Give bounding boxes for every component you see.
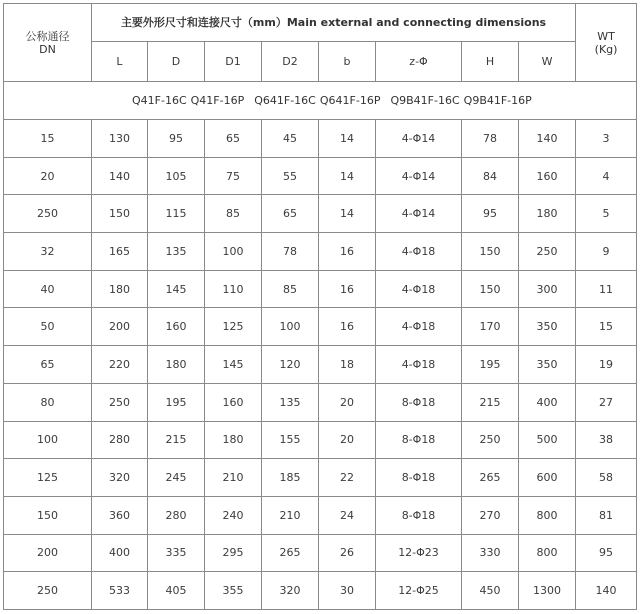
cell-z-phi: 4-Φ18: [376, 308, 462, 346]
cell-h: 270: [462, 496, 519, 534]
cell-d1: 125: [205, 308, 262, 346]
cell-l: 220: [92, 346, 148, 384]
cell-z-phi: 4-Φ14: [376, 157, 462, 195]
cell-dn: 100: [4, 421, 92, 459]
cell-d: 215: [148, 421, 205, 459]
cell-dn: 15: [4, 120, 92, 158]
header-row-columns: [4, 42, 637, 82]
column-header-d: D: [148, 42, 205, 82]
table-row: [4, 421, 637, 459]
dn-header-en: DN: [39, 42, 56, 56]
cell-l: 140: [92, 157, 148, 195]
cell-d2: 210: [262, 496, 319, 534]
cell-d2: 100: [262, 308, 319, 346]
cell-l: 400: [92, 534, 148, 572]
cell-d1: 65: [205, 120, 262, 158]
dn-header: [4, 4, 92, 82]
cell-wt: 19: [576, 346, 637, 384]
table-row: [4, 383, 637, 421]
cell-z-phi: 8-Φ18: [376, 383, 462, 421]
cell-dn: 200: [4, 534, 92, 572]
cell-d1: 355: [205, 572, 262, 610]
cell-d: 160: [148, 308, 205, 346]
cell-d2: 185: [262, 459, 319, 497]
cell-d: 405: [148, 572, 205, 610]
cell-b: 16: [319, 233, 376, 271]
cell-d: 280: [148, 496, 205, 534]
cell-b: 14: [319, 120, 376, 158]
cell-h: 95: [462, 195, 519, 233]
cell-l: 200: [92, 308, 148, 346]
wt-header-label: WT: [597, 29, 615, 43]
cell-b: 20: [319, 383, 376, 421]
table-row: [4, 346, 637, 384]
cell-z-phi: 4-Φ18: [376, 346, 462, 384]
cell-h: 450: [462, 572, 519, 610]
cell-dn: 40: [4, 270, 92, 308]
cell-d: 145: [148, 270, 205, 308]
cell-h: 170: [462, 308, 519, 346]
cell-h: 150: [462, 233, 519, 271]
cell-w: 140: [519, 120, 576, 158]
cell-dn: 250: [4, 572, 92, 610]
table-row: [4, 233, 637, 271]
cell-b: 14: [319, 195, 376, 233]
dimension-table: [3, 3, 637, 610]
model-label: Q41F-16C: [132, 94, 187, 107]
cell-d1: 145: [205, 346, 262, 384]
cell-b: 14: [319, 157, 376, 195]
table-row: [4, 120, 637, 158]
cell-wt: 95: [576, 534, 637, 572]
model-label: Q641F-16C: [254, 94, 316, 107]
column-header-d2: D2: [262, 42, 319, 82]
cell-l: 150: [92, 195, 148, 233]
cell-b: 24: [319, 496, 376, 534]
cell-d2: 85: [262, 270, 319, 308]
table-row: [4, 195, 637, 233]
cell-dn: 80: [4, 383, 92, 421]
cell-b: 16: [319, 308, 376, 346]
cell-d: 135: [148, 233, 205, 271]
cell-d1: 160: [205, 383, 262, 421]
cell-d2: 265: [262, 534, 319, 572]
cell-d2: 55: [262, 157, 319, 195]
cell-wt: 58: [576, 459, 637, 497]
cell-dn: 250: [4, 195, 92, 233]
column-header-w: W: [519, 42, 576, 82]
cell-l: 320: [92, 459, 148, 497]
cell-b: 16: [319, 270, 376, 308]
cell-d1: 210: [205, 459, 262, 497]
cell-h: 150: [462, 270, 519, 308]
wt-header-unit: (Kg): [594, 42, 618, 56]
column-header-l: L: [92, 42, 148, 82]
column-header-h: H: [462, 42, 519, 82]
cell-h: 215: [462, 383, 519, 421]
cell-b: 30: [319, 572, 376, 610]
cell-d1: 110: [205, 270, 262, 308]
cell-d1: 100: [205, 233, 262, 271]
table-row: [4, 572, 637, 610]
model-label: Q9B41F-16P: [463, 94, 532, 107]
cell-z-phi: 12-Φ23: [376, 534, 462, 572]
table-row: [4, 496, 637, 534]
cell-z-phi: 8-Φ18: [376, 421, 462, 459]
cell-d: 180: [148, 346, 205, 384]
cell-w: 600: [519, 459, 576, 497]
cell-h: 84: [462, 157, 519, 195]
cell-w: 1300: [519, 572, 576, 610]
table-body: [4, 120, 637, 610]
dimensions-group-header: 主要外形尺寸和连接尺寸（mm）Main external and connecting dimensions: [92, 4, 576, 42]
cell-wt: 11: [576, 270, 637, 308]
cell-d1: 75: [205, 157, 262, 195]
cell-b: 20: [319, 421, 376, 459]
cell-d: 95: [148, 120, 205, 158]
models-row: [4, 82, 637, 120]
cell-h: 195: [462, 346, 519, 384]
cell-l: 180: [92, 270, 148, 308]
cell-d: 115: [148, 195, 205, 233]
cell-wt: 27: [576, 383, 637, 421]
cell-w: 350: [519, 346, 576, 384]
cell-wt: 81: [576, 496, 637, 534]
cell-d1: 240: [205, 496, 262, 534]
cell-wt: 5: [576, 195, 637, 233]
cell-d: 195: [148, 383, 205, 421]
column-header-z-phi: z-Φ: [376, 42, 462, 82]
cell-d2: 155: [262, 421, 319, 459]
cell-z-phi: 4-Φ18: [376, 270, 462, 308]
cell-w: 400: [519, 383, 576, 421]
cell-w: 800: [519, 496, 576, 534]
cell-d: 245: [148, 459, 205, 497]
cell-wt: 140: [576, 572, 637, 610]
model-label: Q9B41F-16C: [390, 94, 460, 107]
cell-d2: 135: [262, 383, 319, 421]
cell-d2: 120: [262, 346, 319, 384]
cell-l: 165: [92, 233, 148, 271]
cell-w: 500: [519, 421, 576, 459]
cell-dn: 32: [4, 233, 92, 271]
table-row: [4, 270, 637, 308]
cell-wt: 38: [576, 421, 637, 459]
cell-dn: 65: [4, 346, 92, 384]
dimension-table-wrapper: [3, 3, 636, 609]
model-label: Q641F-16P: [319, 94, 381, 107]
cell-d2: 45: [262, 120, 319, 158]
cell-h: 78: [462, 120, 519, 158]
cell-dn: 150: [4, 496, 92, 534]
models-cell: [4, 82, 637, 120]
cell-d2: 65: [262, 195, 319, 233]
table-row: [4, 534, 637, 572]
cell-h: 265: [462, 459, 519, 497]
cell-d2: 320: [262, 572, 319, 610]
cell-d: 105: [148, 157, 205, 195]
cell-l: 250: [92, 383, 148, 421]
model-label: Q41F-16P: [190, 94, 245, 107]
cell-z-phi: 8-Φ18: [376, 459, 462, 497]
cell-b: 22: [319, 459, 376, 497]
cell-w: 250: [519, 233, 576, 271]
column-header-d1: D1: [205, 42, 262, 82]
cell-d2: 78: [262, 233, 319, 271]
table-row: [4, 157, 637, 195]
cell-z-phi: 8-Φ18: [376, 496, 462, 534]
dn-header-cn: 公称通径: [25, 29, 70, 43]
cell-w: 300: [519, 270, 576, 308]
cell-wt: 4: [576, 157, 637, 195]
cell-w: 800: [519, 534, 576, 572]
header-row-top: [4, 4, 637, 42]
wt-header: [576, 4, 637, 82]
cell-w: 350: [519, 308, 576, 346]
cell-l: 280: [92, 421, 148, 459]
cell-dn: 125: [4, 459, 92, 497]
column-header-b: b: [319, 42, 376, 82]
cell-h: 330: [462, 534, 519, 572]
cell-d1: 295: [205, 534, 262, 572]
cell-l: 533: [92, 572, 148, 610]
cell-z-phi: 4-Φ14: [376, 120, 462, 158]
cell-b: 18: [319, 346, 376, 384]
cell-l: 360: [92, 496, 148, 534]
cell-z-phi: 4-Φ18: [376, 233, 462, 271]
cell-w: 180: [519, 195, 576, 233]
cell-l: 130: [92, 120, 148, 158]
cell-wt: 9: [576, 233, 637, 271]
cell-d1: 85: [205, 195, 262, 233]
cell-h: 250: [462, 421, 519, 459]
cell-z-phi: 12-Φ25: [376, 572, 462, 610]
cell-d: 335: [148, 534, 205, 572]
cell-b: 26: [319, 534, 376, 572]
cell-z-phi: 4-Φ14: [376, 195, 462, 233]
cell-wt: 3: [576, 120, 637, 158]
cell-d1: 180: [205, 421, 262, 459]
cell-dn: 20: [4, 157, 92, 195]
cell-w: 160: [519, 157, 576, 195]
cell-wt: 15: [576, 308, 637, 346]
table-row: [4, 308, 637, 346]
cell-dn: 50: [4, 308, 92, 346]
table-row: [4, 459, 637, 497]
